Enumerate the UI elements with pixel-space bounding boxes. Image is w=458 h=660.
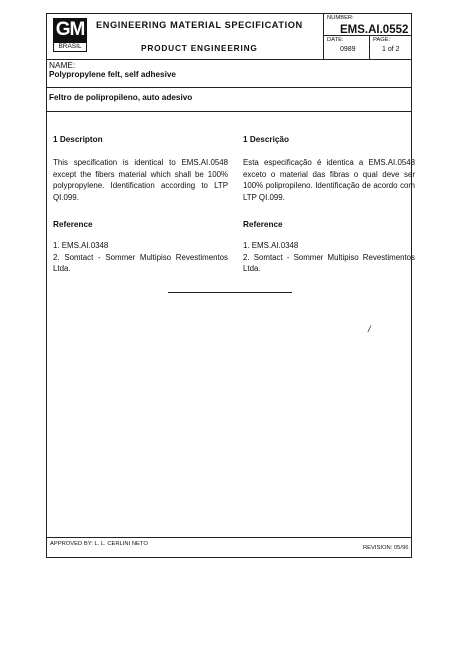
date-label: DATE: bbox=[327, 37, 344, 43]
reference-item: 2. Somtact - Sommer Multipiso Revestimentos Ltda. bbox=[53, 252, 228, 273]
approved-by: APPROVED BY: L. L. CERLINI NETO bbox=[50, 541, 148, 547]
description-heading-en: 1 Descripton bbox=[53, 135, 103, 144]
material-name-english: Polypropylene felt, self adhesive bbox=[49, 70, 176, 79]
gm-logo-subtitle: BRASIL bbox=[53, 42, 87, 52]
section-end-rule bbox=[168, 292, 292, 293]
reference-item: 2. Somtact - Sommer Multipiso Revestimentos Ltda. bbox=[243, 252, 415, 273]
number-box-divider bbox=[323, 13, 324, 59]
reference-item: 1. EMS.AI.0348 bbox=[243, 241, 299, 250]
date-value: 0989 bbox=[340, 46, 356, 53]
gm-logo-mark: GM bbox=[53, 18, 87, 42]
date-page-divider bbox=[369, 35, 370, 59]
description-heading-pt: 1 Descrição bbox=[243, 135, 289, 144]
page-value: 1 of 2 bbox=[382, 46, 400, 53]
reference-list-pt bbox=[243, 240, 415, 275]
spec-number: EMS.AI.0552 bbox=[340, 24, 409, 36]
header-divider bbox=[46, 59, 412, 60]
department-title: PRODUCT ENGINEERING bbox=[141, 43, 258, 53]
spec-title: ENGINEERING MATERIAL SPECIFICATION bbox=[96, 20, 303, 30]
gm-logo bbox=[53, 18, 87, 51]
name-label: NAME: bbox=[49, 60, 76, 70]
revision: REVISION: 05/96 bbox=[363, 545, 409, 551]
reference-list-en bbox=[53, 240, 228, 275]
material-name-portuguese: Feltro de polipropileno, auto adesivo bbox=[49, 93, 193, 102]
page-label: PAGE: bbox=[373, 37, 391, 43]
name-divider bbox=[46, 87, 412, 88]
reference-heading-en: Reference bbox=[53, 220, 93, 229]
footer-divider bbox=[46, 537, 412, 538]
number-label: NUMBER: bbox=[327, 15, 354, 21]
reference-item: 1. EMS.AI.0348 bbox=[53, 241, 109, 250]
title-divider bbox=[46, 111, 412, 112]
description-text-en: This specification is identical to EMS.AI.0548 except the fibers material which shall be 100% polypropylene. Identification according to LTP QI.099. bbox=[53, 158, 228, 203]
stray-mark: / bbox=[368, 324, 371, 334]
reference-heading-pt: Reference bbox=[243, 220, 283, 229]
description-text-pt: Esta especificação é identica a EMS.AI.0548 exceto o material das fibras o qual deve ser 100% polipropileno. Identificação de acordo com LTP QI.099. bbox=[243, 158, 415, 203]
